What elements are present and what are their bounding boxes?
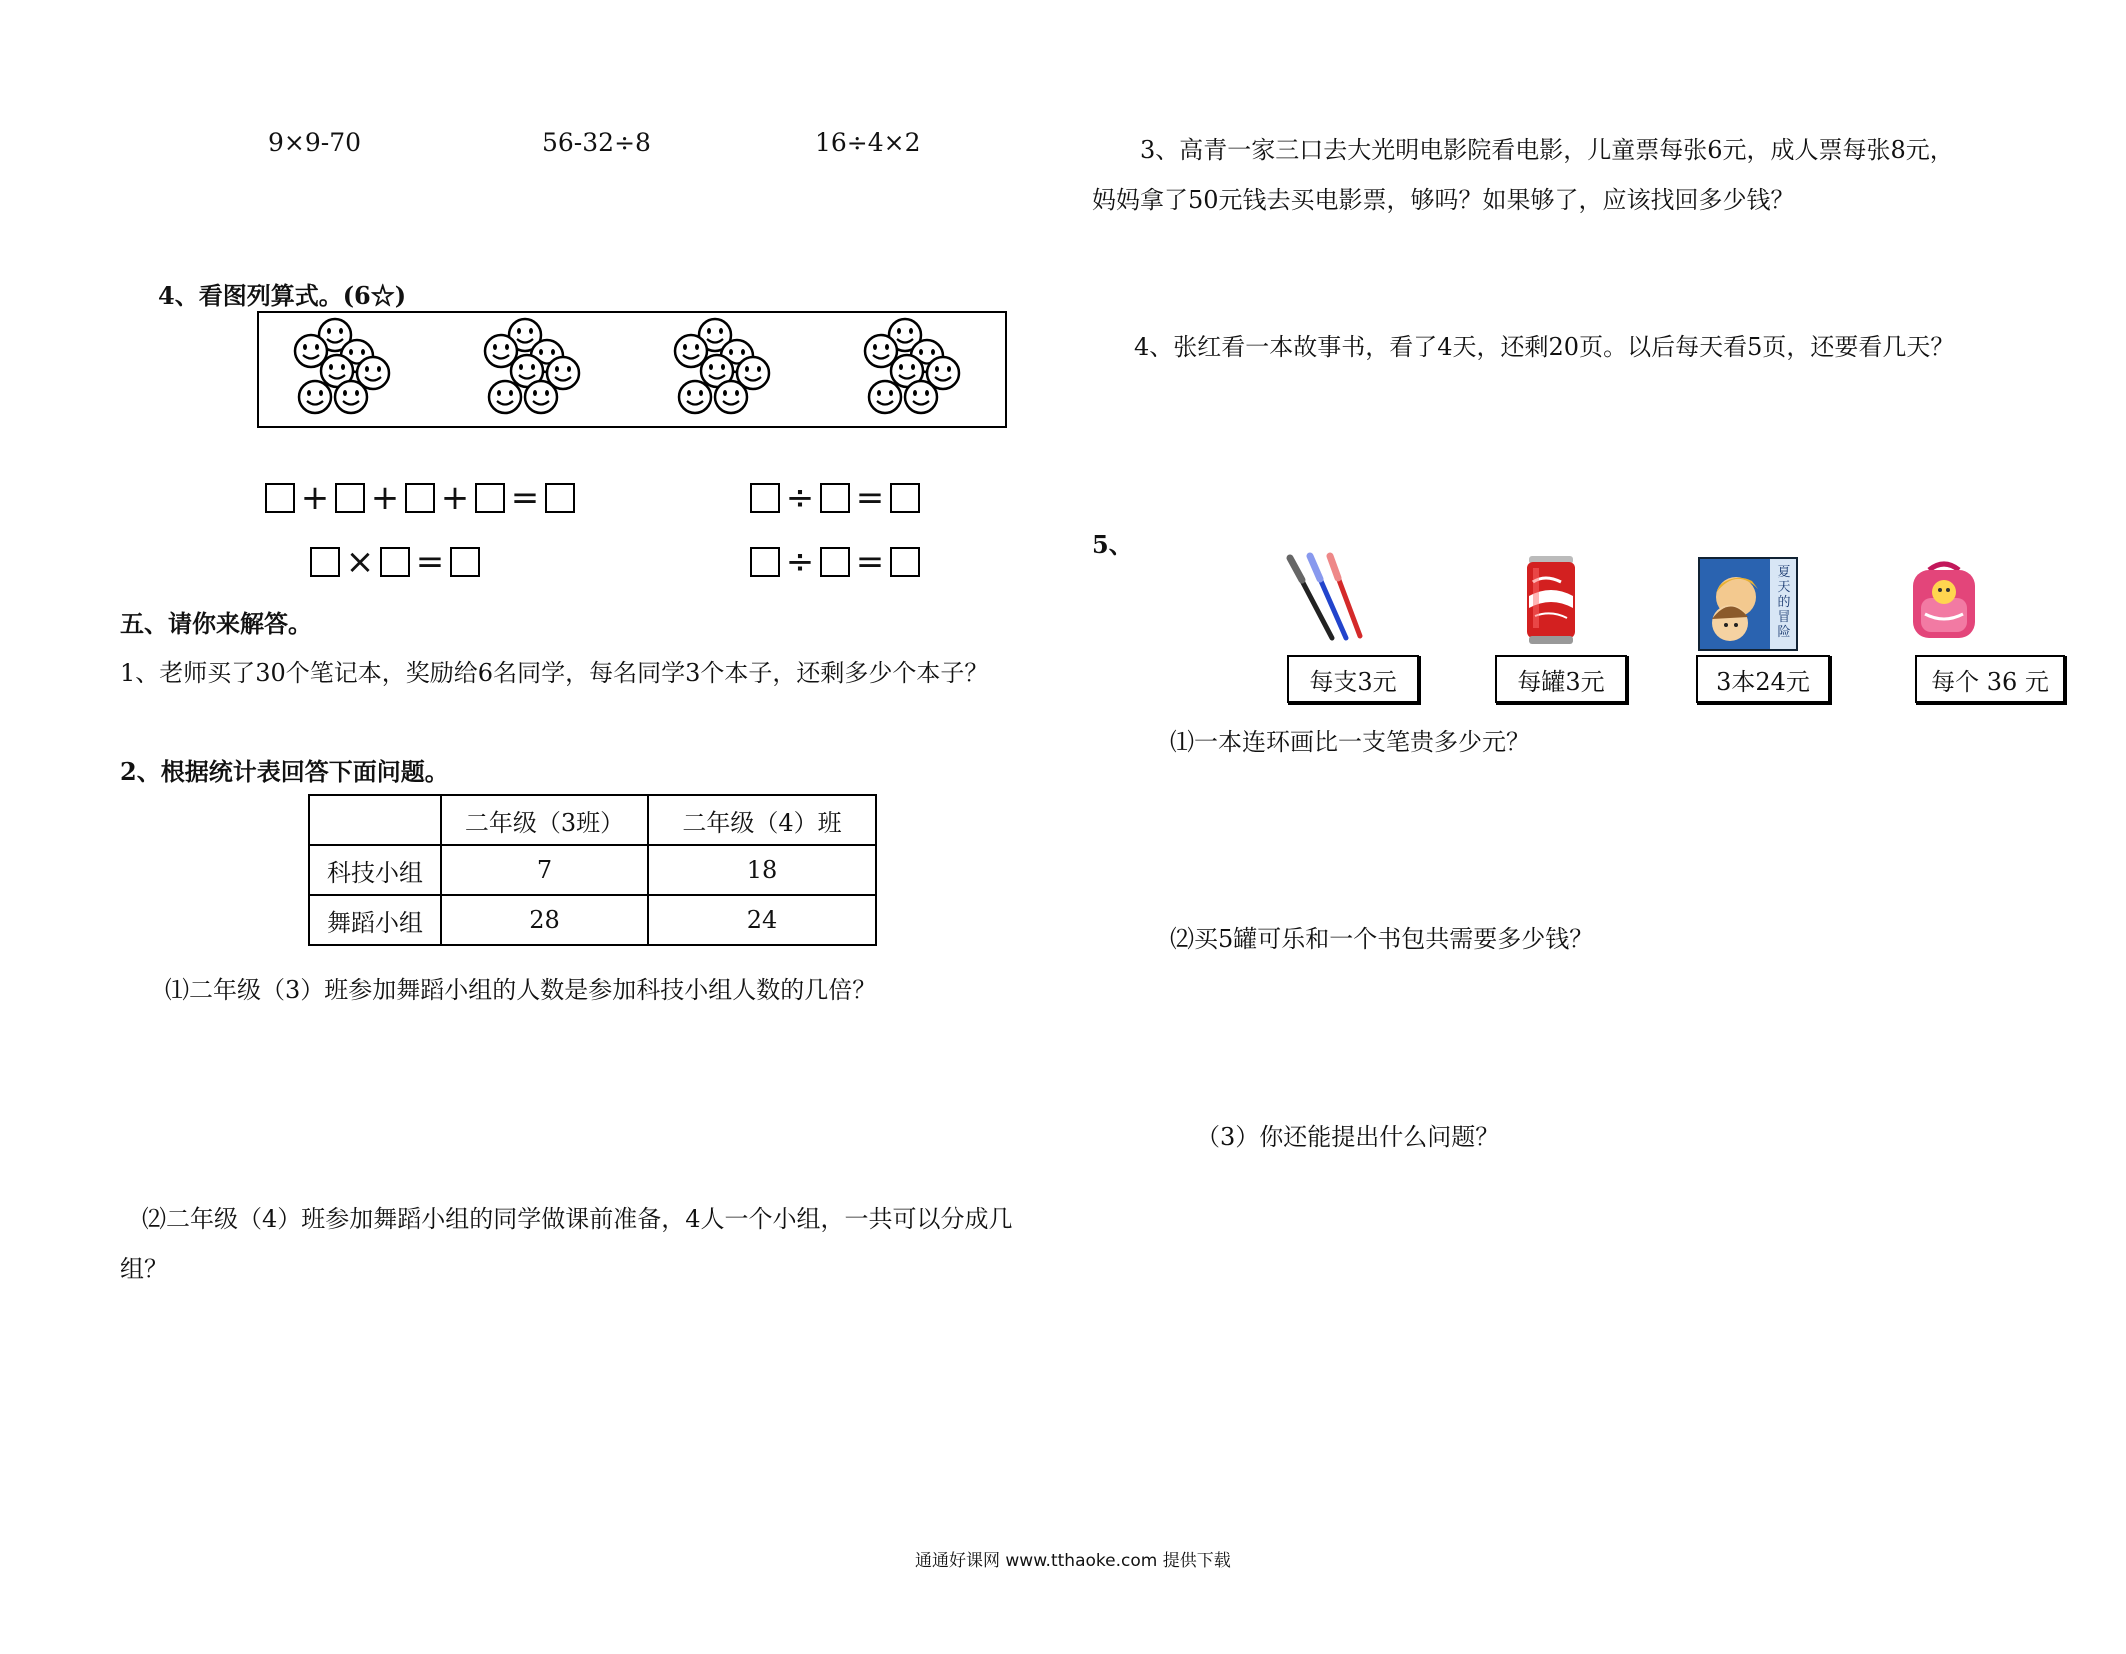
answer-box[interactable] <box>450 547 480 577</box>
table-cell: 7 <box>441 845 648 895</box>
section5-title: 五、请你来解答。 <box>120 609 312 638</box>
smiley-group-1 <box>287 313 407 426</box>
smiley-face-icon <box>297 379 333 415</box>
table-cell: 科技小组 <box>309 845 441 895</box>
times-sign: × <box>345 542 375 582</box>
backpack-icon <box>1905 558 1983 642</box>
answer-box[interactable] <box>335 483 365 513</box>
table-cell: 舞蹈小组 <box>309 895 441 945</box>
expression-1: 9×9-70 <box>268 128 362 157</box>
answer-box[interactable] <box>265 483 295 513</box>
table-header-cell: 二年级（3班） <box>441 795 648 845</box>
question-5-2: ⑵买5罐可乐和一个书包共需要多少钱？ <box>1170 925 1594 953</box>
question-5-1: ⑴一本连环画比一支笔贵多少元？ <box>1170 728 1530 756</box>
answer-box[interactable] <box>820 547 850 577</box>
smiley-face-icon <box>713 379 749 415</box>
question-3-line1: 3、高青一家三口去大光明电影院看电影，儿童票每张6元，成人票每张8元， <box>1140 136 1954 164</box>
question-2-2-line2: 组？ <box>120 1255 168 1283</box>
smiley-face-icon <box>523 379 559 415</box>
price-tag-pen: 每支3元 <box>1287 655 1419 703</box>
question-4: 4、张红看一本故事书，看了4天，还剩20页。以后每天看5页，还要看几天？ <box>1134 333 1955 361</box>
smiley-face-icon <box>333 379 369 415</box>
expression-3: 16÷4×2 <box>815 128 921 157</box>
smiley-face-icon <box>677 379 713 415</box>
pens-icon <box>1280 552 1380 644</box>
question-3-line2: 妈妈拿了50元钱去买电影票，够吗？如果够了，应该找回多少钱？ <box>1092 186 1795 214</box>
equals-sign: = <box>855 542 885 582</box>
comic-book-icon <box>1698 557 1798 651</box>
section4-title: 4、看图列算式。(6☆) <box>158 281 407 310</box>
question-1: 1、老师买了30个笔记本，奖励给6名同学，每名同学3个本子，还剩多少个本子？ <box>120 659 989 687</box>
table-header-cell: 二年级（4）班 <box>648 795 876 845</box>
table-cell: 24 <box>648 895 876 945</box>
answer-box[interactable] <box>750 547 780 577</box>
table-cell: 28 <box>441 895 648 945</box>
smiley-group-4 <box>857 313 977 426</box>
footer-credit: 通通好课网 www.tthaoke.com 提供下载 <box>915 1551 1231 1571</box>
equals-sign: = <box>510 478 540 518</box>
divide-sign: ÷ <box>785 478 815 518</box>
equals-sign: = <box>855 478 885 518</box>
smiley-panel <box>257 311 1007 428</box>
divide-sign: ÷ <box>785 542 815 582</box>
answer-box[interactable] <box>380 547 410 577</box>
answer-box[interactable] <box>310 547 340 577</box>
table-header-row <box>309 795 876 845</box>
answer-box[interactable] <box>890 547 920 577</box>
question-5-3: （3）你还能提出什么问题？ <box>1196 1123 1500 1151</box>
price-tag-backpack: 每个 36 元 <box>1915 655 2065 703</box>
answer-box[interactable] <box>405 483 435 513</box>
answer-box[interactable] <box>820 483 850 513</box>
price-tag-cola: 每罐3元 <box>1495 655 1627 703</box>
question-5-label: 5、 <box>1092 530 1133 559</box>
table-row <box>309 845 876 895</box>
formula-add <box>265 478 575 518</box>
formula-multiply <box>310 542 480 582</box>
answer-box[interactable] <box>750 483 780 513</box>
question-2-title: 2、根据统计表回答下面问题。 <box>120 757 449 786</box>
price-tag-comic: 3本24元 <box>1696 655 1830 703</box>
formula-divide-2 <box>750 542 920 582</box>
question-2-2-line1: ⑵二年级（4）班参加舞蹈小组的同学做课前准备，4人一个小组，一共可以分成几 <box>142 1205 1013 1233</box>
smiley-group-3 <box>667 313 787 426</box>
expression-2: 56-32÷8 <box>542 128 651 157</box>
answer-box[interactable] <box>475 483 505 513</box>
smiley-face-icon <box>903 379 939 415</box>
answer-box[interactable] <box>890 483 920 513</box>
smiley-face-icon <box>487 379 523 415</box>
smiley-group-2 <box>477 313 597 426</box>
equals-sign: = <box>415 542 445 582</box>
comic-book-title: 夏天的冒险 <box>1777 565 1791 640</box>
smiley-face-icon <box>867 379 903 415</box>
formula-divide-1 <box>750 478 920 518</box>
answer-box[interactable] <box>545 483 575 513</box>
table-header-cell <box>309 795 441 845</box>
plus-sign: + <box>300 478 330 518</box>
cola-can-icon <box>1525 552 1577 646</box>
plus-sign: + <box>370 478 400 518</box>
plus-sign: + <box>440 478 470 518</box>
table-cell: 18 <box>648 845 876 895</box>
question-2-1: ⑴二年级（3）班参加舞蹈小组的人数是参加科技小组人数的几倍？ <box>165 976 877 1004</box>
statistics-table <box>308 794 877 946</box>
table-row <box>309 895 876 945</box>
